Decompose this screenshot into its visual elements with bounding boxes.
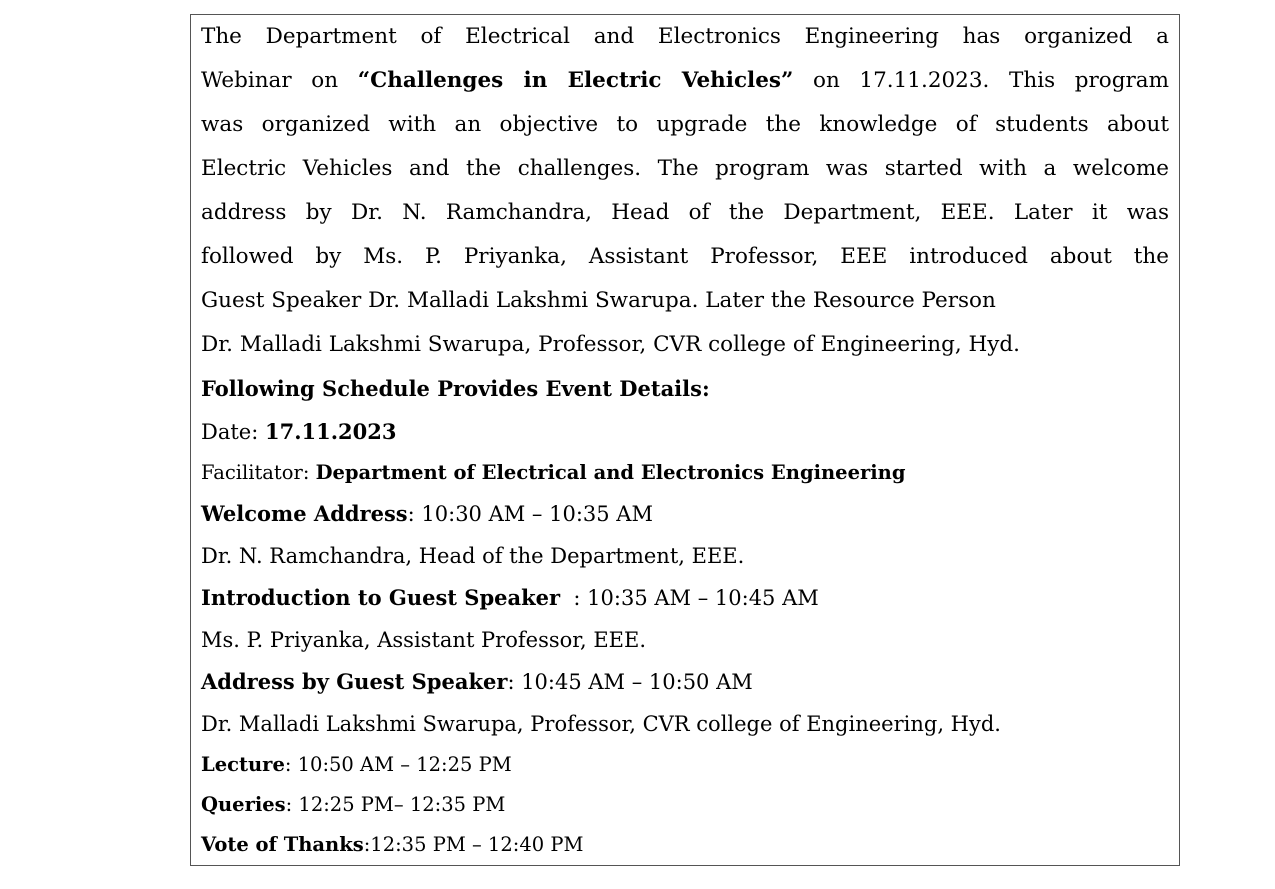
document-frame: [190, 14, 1180, 866]
intro-text: on 17.11.2023. This program: [793, 68, 1169, 93]
intro-text: Webinar on: [201, 68, 358, 93]
thanks-time: :12:35 PM – 12:40 PM: [363, 833, 584, 856]
welcome-row: [201, 493, 1169, 535]
document-content: [201, 15, 1169, 865]
intro-paragraph: [201, 15, 1169, 367]
queries-row: [201, 785, 1169, 825]
welcome-label: Welcome Address: [201, 501, 408, 526]
lecture-time: : 10:50 AM – 12:25 PM: [284, 753, 512, 776]
facilitator-value: Department of Electrical and Electronics Engineering: [315, 461, 906, 484]
intro-line: Dr. Malladi Lakshmi Swarupa, Professor, CVR college of Engineering, Hyd.: [201, 332, 1021, 357]
webinar-title: “Challenges in Electric Vehicles”: [357, 68, 794, 93]
address-time: : 10:45 AM – 10:50 AM: [507, 670, 753, 694]
intro-speaker-row: [201, 577, 1169, 619]
intro-line: followed by Ms. P. Priyanka, Assistant Professor, EEE introduced about the: [201, 244, 1169, 269]
intro-speaker-person: Ms. P. Priyanka, Assistant Professor, EEE.: [201, 628, 647, 652]
welcome-person: Dr. N. Ramchandra, Head of the Department, EEE.: [201, 544, 745, 568]
queries-label: Queries: [201, 793, 286, 816]
address-label: Address by Guest Speaker: [201, 669, 508, 694]
address-person: Dr. Malladi Lakshmi Swarupa, Professor, CVR college of Engineering, Hyd.: [201, 712, 1001, 736]
thanks-label: Vote of Thanks: [201, 833, 364, 856]
intro-line: [201, 59, 1169, 103]
intro-speaker-label: Introduction to Guest Speaker: [201, 585, 561, 610]
intro-line: Electric Vehicles and the challenges. The program was started with a welcome: [201, 156, 1169, 181]
date-row: [201, 411, 1169, 453]
facilitator-label: Facilitator:: [201, 461, 316, 484]
date-label: Date:: [201, 420, 265, 444]
intro-line: was organized with an objective to upgrade the knowledge of students about: [201, 112, 1169, 137]
intro-speaker-time: : 10:35 AM – 10:45 AM: [560, 586, 819, 610]
facilitator-row: [201, 453, 1169, 493]
date-value: 17.11.2023: [264, 419, 397, 444]
lecture-row: [201, 745, 1169, 785]
queries-time: : 12:25 PM– 12:35 PM: [285, 793, 506, 816]
intro-line: Guest Speaker Dr. Malladi Lakshmi Swarupa. Later the Resource Person: [201, 288, 996, 313]
intro-line: address by Dr. N. Ramchandra, Head of the Department, EEE. Later it was: [201, 200, 1169, 225]
lecture-label: Lecture: [201, 753, 285, 776]
address-row: [201, 661, 1169, 703]
welcome-time: : 10:30 AM – 10:35 AM: [407, 502, 653, 526]
thanks-row: [201, 825, 1169, 865]
intro-line: The Department of Electrical and Electronics Engineering has organized a: [201, 24, 1169, 49]
schedule-heading: Following Schedule Provides Event Details:: [201, 376, 710, 401]
